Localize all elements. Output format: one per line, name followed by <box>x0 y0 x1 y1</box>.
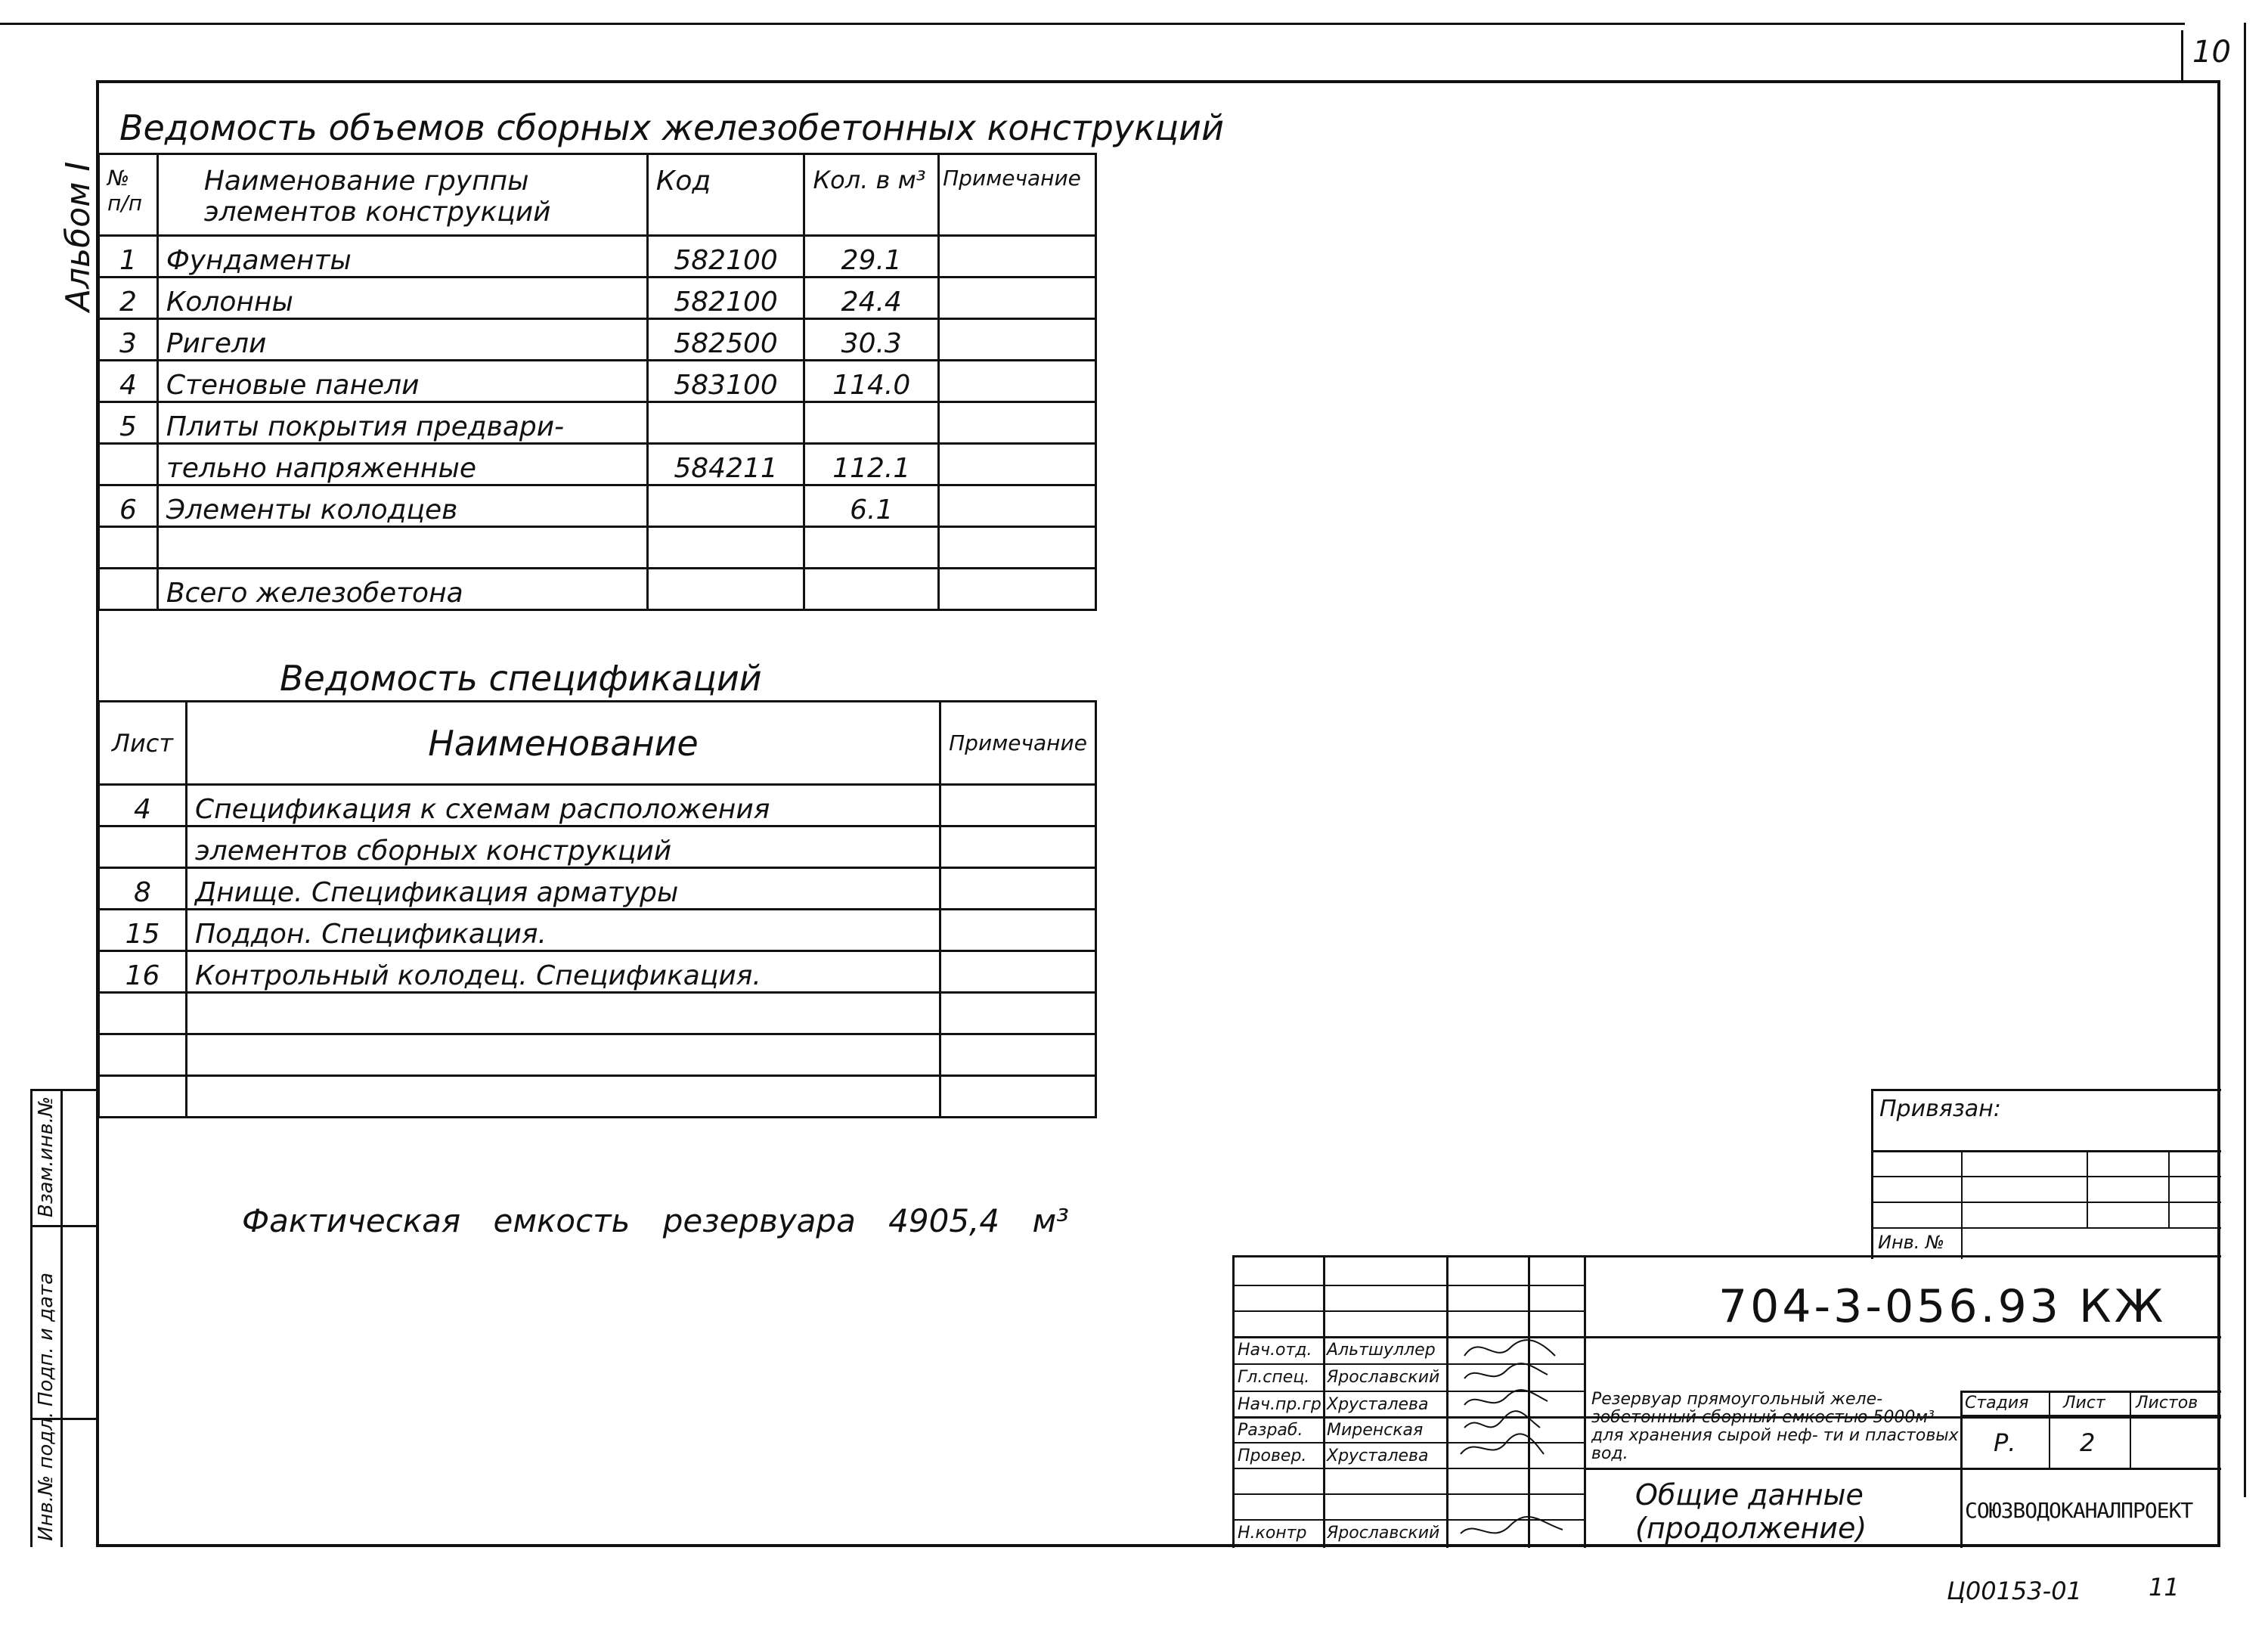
header-sheet: Лист <box>99 702 187 785</box>
table-row: элементов сборных конструкций <box>99 826 1096 868</box>
sig-row-1 <box>1235 1285 1584 1286</box>
sig-col-2 <box>1446 1257 1448 1548</box>
capacity-note: Фактическая емкость резервуара 4905,4 м³ <box>242 1202 1069 1239</box>
sig-role-4: Разраб. <box>1238 1421 1303 1440</box>
strip-mid <box>60 1089 63 1547</box>
sheet-number-top: 10 <box>2192 35 2231 70</box>
sig-role-3: Нач.пр.гр <box>1238 1395 1321 1414</box>
stage-mid <box>1960 1415 2221 1416</box>
header-note: Примечание <box>939 154 1096 236</box>
table-row: 8 Днище. Спецификация арматуры <box>99 868 1096 910</box>
sig-name-6: Ярославский <box>1327 1524 1440 1543</box>
title-block <box>1232 1255 2221 1548</box>
table-row <box>99 1076 1096 1118</box>
header-code: Код <box>647 154 804 236</box>
sig-row-2 <box>1235 1310 1584 1312</box>
sig-name-1: Альтшуллер <box>1327 1341 1436 1360</box>
table-row: 16 Контрольный колодец. Спецификация. <box>99 951 1096 993</box>
signature-scribbles <box>1449 1333 1585 1548</box>
table-row: 3 Ригели 582500 30.3 <box>99 319 1096 361</box>
table-row: тельно напряженные 584211 112.1 <box>99 444 1096 485</box>
table-row: 6 Элементы колодцев 6.1 <box>99 485 1096 527</box>
sig-col-1 <box>1323 1257 1325 1548</box>
outer-right-edge <box>2244 23 2246 1497</box>
header-num: № п/п <box>99 154 158 236</box>
strip-label-inv: Инв.№ подл. <box>35 1411 57 1541</box>
specs-title: Ведомость спецификаций <box>280 658 762 699</box>
sig-role-5: Провер. <box>1238 1447 1307 1465</box>
object-description: Резервуар прямоугольный желе- зобетонный сборный емкостью 5000м³ для хранения сырой неф- ти и пластовых вод. <box>1591 1390 1959 1463</box>
organization-name: СОЮЗВОДОКАНАЛПРОЕКТ <box>1965 1498 2193 1523</box>
volumes-header-row <box>99 154 1096 236</box>
sig-name-2: Ярославский <box>1327 1368 1440 1387</box>
header-name: Наименование группы элементов конструкций <box>157 154 647 236</box>
binding-col-1 <box>1961 1150 1963 1259</box>
sig-role-2: Гл.спец. <box>1238 1368 1310 1387</box>
album-label: Альбом I <box>59 161 98 312</box>
binding-inv-label: Инв. № <box>1878 1232 1945 1253</box>
table-row: 4 Спецификация к схемам расположения <box>99 785 1096 826</box>
sig-name-3: Хрусталева <box>1327 1395 1429 1414</box>
sheet-value: 2 <box>2080 1428 2096 1457</box>
binding-block <box>1871 1089 2221 1259</box>
strip-label-sign: Подп. и дата <box>35 1272 57 1406</box>
table-row <box>99 527 1096 569</box>
binding-line-4 <box>1873 1227 2221 1229</box>
header-spec-note: Примечание <box>940 702 1096 785</box>
sig-name-5: Хрусталева <box>1327 1447 1429 1465</box>
sig-name-4: Миренская <box>1327 1421 1424 1440</box>
sig-row-3 <box>1235 1336 2221 1338</box>
sheet-box-left <box>2181 30 2183 80</box>
sheet-label: Лист <box>2063 1394 2105 1412</box>
sheets-label: Листов <box>2136 1394 2198 1412</box>
binding-label: Привязан: <box>1879 1096 2001 1122</box>
table-row: 15 Поддон. Спецификация. <box>99 910 1096 951</box>
footer-code: Ц00153-01 <box>1947 1577 2082 1605</box>
top-rule <box>0 23 2185 25</box>
volumes-title: Ведомость объемов сборных железобетонных конструкций <box>119 107 1224 148</box>
header-spec-name: Наименование <box>186 702 940 785</box>
document-code: 704-3-056.93 КЖ <box>1718 1280 2167 1333</box>
sig-role-1: Нач.отд. <box>1238 1341 1312 1360</box>
stage-top <box>1960 1391 2221 1393</box>
table-row: Всего железобетона <box>99 569 1096 610</box>
binding-col-2 <box>2087 1150 2088 1227</box>
table-row <box>99 993 1096 1034</box>
table-row: 5 Плиты покрытия предвари- <box>99 402 1096 444</box>
table-row: 4 Стеновые панели 583100 114.0 <box>99 361 1096 402</box>
header-qty: Кол. в м³ <box>804 154 939 236</box>
strip-label-replace: Взам.инв.№ <box>35 1096 57 1217</box>
stage-label: Стадия <box>1965 1394 2029 1412</box>
table-row: 2 Колонны 582100 24.4 <box>99 278 1096 319</box>
sig-role-6: Н.контр <box>1238 1524 1307 1543</box>
specs-table <box>98 700 1097 1118</box>
frame-top <box>96 80 2220 83</box>
strip-sep1 <box>30 1225 98 1227</box>
table-row <box>99 1034 1096 1076</box>
strip-left <box>30 1089 33 1547</box>
sheet-title: Общие данные (продолжение) <box>1635 1478 1867 1545</box>
strip-top <box>30 1089 98 1091</box>
stage-col-1 <box>2049 1391 2050 1469</box>
volumes-table <box>98 153 1097 611</box>
specs-header-row <box>99 702 1096 785</box>
stage-col-2 <box>2130 1391 2131 1469</box>
table-row: 1 Фундаменты 582100 29.1 <box>99 236 1096 278</box>
stage-bottom <box>1584 1468 2221 1470</box>
footer-page: 11 <box>2149 1573 2180 1602</box>
binding-col-3 <box>2168 1150 2170 1227</box>
stage-value: Р. <box>1994 1428 2016 1457</box>
